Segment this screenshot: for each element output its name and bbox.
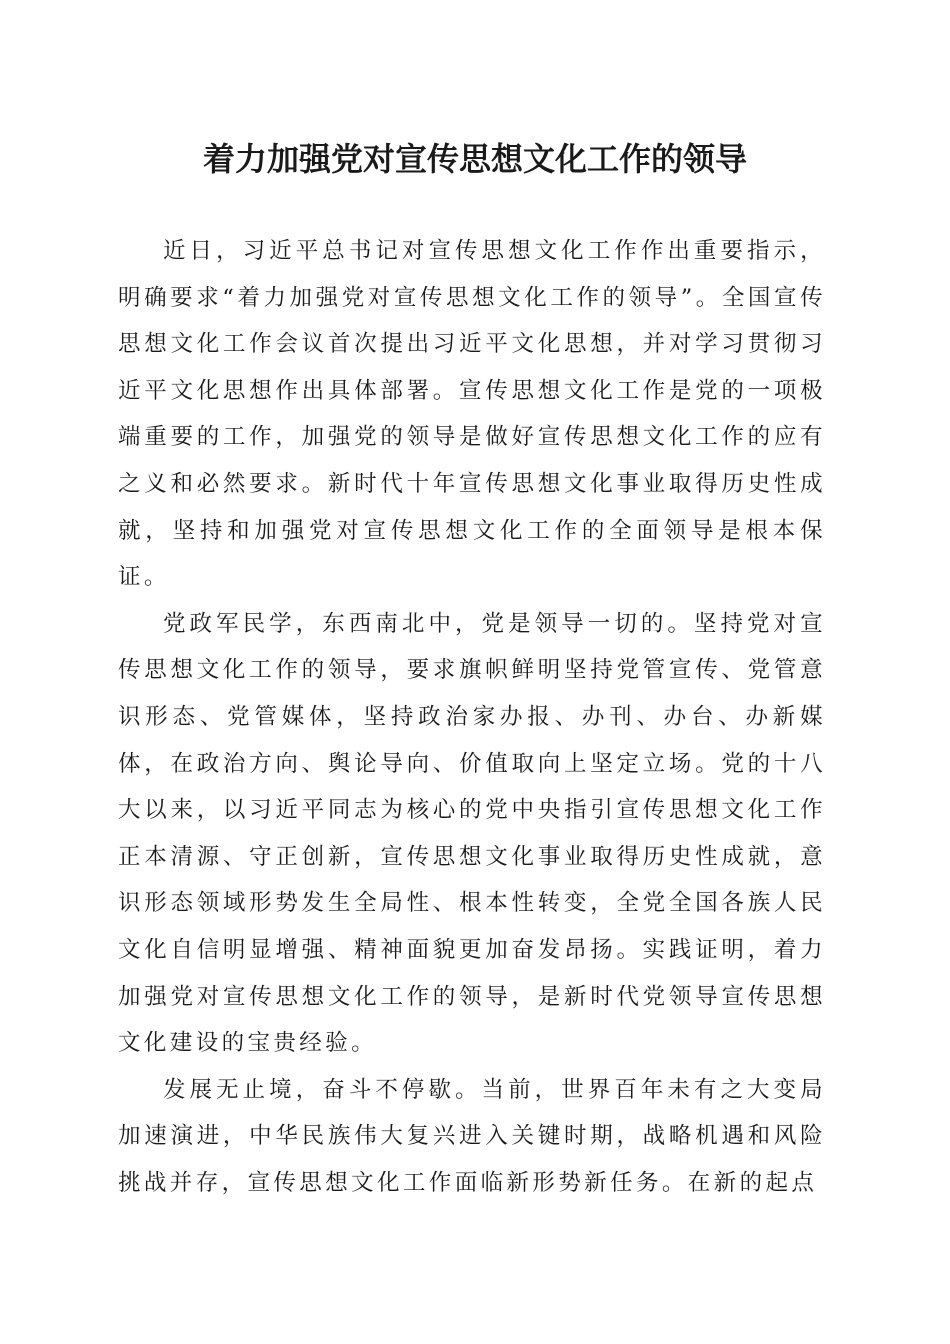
document-body — [118, 228, 826, 1206]
paragraph-1: 近日，习近平总书记对宣传思想文化工作作出重要指示，明确要求“着力加强党对宣传思想文化工作的领导”。全国宣传思想文化工作会议首次提出习近平文化思想，并对学习贯彻习近平文化思想作出具体部署。宣传思想文化工作是党的一项极端重要的工作，加强党的领导是做好宣传思想文化工作的应有之义和必然要求。新时代十年宣传思想文化事业取得历史性成就，坚持和加强党对宣传思想文化工作的全面领导是根本保证。 — [118, 238, 826, 591]
document-title: 着力加强党对宣传思想文化工作的领导 — [202, 140, 747, 178]
paragraph-3: 发展无止境，奋斗不停歇。当前，世界百年未有之大变局加速演进，中华民族伟大复兴进入关键时期，战略机遇和风险挑战并存，宣传思想文化工作面临新形势新任务。在新的起点 — [118, 1076, 826, 1196]
paragraph-2: 党政军民学，东西南北中，党是领导一切的。坚持党对宣传思想文化工作的领导，要求旗帜鲜明坚持党管宣传、党管意识形态、党管媒体，坚持政治家办报、办刊、办台、办新媒体，在政治方向、舆论导向、价值取向上坚定立场。党的十八大以来，以习近平同志为核心的党中央指引宣传思想文化工作正本清源、守正创新，宣传思想文化事业取得历史性成就，意识形态领域形势发生全局性、根本性转变，全党全国各族人民文化自信明显增强、精神面貌更加奋发昂扬。实践证明，着力加强党对宣传思想文化工作的领导，是新时代党领导宣传思想文化建设的宝贵经验。 — [118, 610, 826, 1057]
